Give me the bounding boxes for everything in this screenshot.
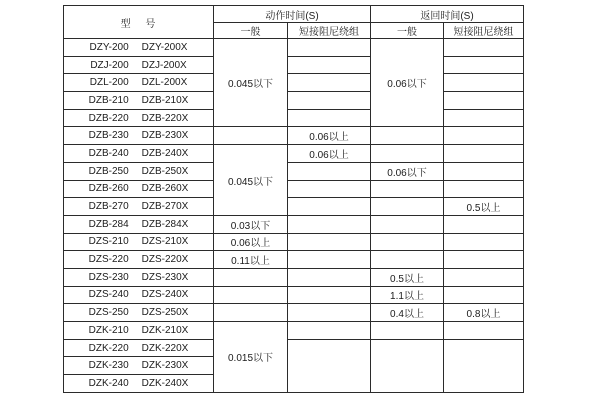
- header-return-damping: 短接阻尼绕组: [444, 23, 524, 39]
- cell-ret-gen: [371, 198, 444, 216]
- cell-ret-damp: [444, 268, 524, 286]
- cell-act-gen: 0.015以下: [214, 322, 288, 393]
- model-variant: DZB-220X: [141, 112, 189, 124]
- model-base: DZB-240: [88, 147, 129, 159]
- model-variant: DZS-210X: [141, 236, 189, 248]
- model-base: DZK-220: [88, 342, 129, 354]
- model-base: DZS-250: [88, 307, 129, 319]
- table-row: [64, 145, 524, 163]
- table-row: [64, 233, 524, 251]
- cell-ret-gen: [371, 233, 444, 251]
- model-cell: [64, 145, 214, 163]
- model-base: DZS-210: [88, 236, 129, 248]
- model-variant: DZB-284X: [141, 218, 189, 230]
- header-action-general: 一般: [214, 23, 288, 39]
- table-row: [64, 162, 524, 180]
- cell-act-damp: [288, 162, 371, 180]
- model-cell: [64, 215, 214, 233]
- cell-act-damp: 0.06以上: [288, 127, 371, 145]
- model-cell: [64, 251, 214, 269]
- model-base: DZB-260: [88, 183, 129, 195]
- cell-ret-damp: [444, 56, 524, 74]
- model-base: DZK-230: [88, 360, 129, 372]
- header-action-damping: 短接阻尼绕组: [288, 23, 371, 39]
- model-base: DZY-200: [89, 41, 129, 53]
- spec-table: [63, 5, 524, 393]
- cell-ret-damp: [444, 180, 524, 198]
- cell-act-damp: [288, 74, 371, 92]
- model-variant: DZB-270X: [141, 201, 189, 213]
- model-base: DZB-220: [88, 112, 129, 124]
- table-row: [64, 92, 524, 110]
- cell-ret-damp: [444, 162, 524, 180]
- model-variant: DZB-260X: [141, 183, 189, 195]
- model-cell: [64, 74, 214, 92]
- cell-ret-gen: [371, 127, 444, 145]
- cell-ret-gen: 1.1以上: [371, 286, 444, 304]
- cell-act-damp: [288, 251, 371, 269]
- model-cell: [64, 375, 214, 393]
- cell-act-gen: [214, 304, 288, 322]
- model-cell: [64, 357, 214, 375]
- table-row: [64, 339, 524, 357]
- cell-act-damp: 0.06以上: [288, 145, 371, 163]
- cell-ret-damp: [444, 39, 524, 57]
- cell-ret-damp: [444, 233, 524, 251]
- cell-ret-gen: 0.06以下: [371, 39, 444, 127]
- table-row: [64, 215, 524, 233]
- model-base: DZK-210: [88, 324, 129, 336]
- cell-act-damp: [288, 304, 371, 322]
- cell-ret-damp: [444, 109, 524, 127]
- cell-ret-gen: [371, 215, 444, 233]
- model-cell: [64, 198, 214, 216]
- model-variant: DZS-230X: [141, 271, 189, 283]
- cell-act-gen: 0.11以上: [214, 251, 288, 269]
- model-base: DZB-210: [88, 94, 129, 106]
- table-row: [64, 286, 524, 304]
- table-header: [64, 6, 524, 39]
- model-variant: DZJ-200X: [141, 59, 187, 71]
- cell-act-damp: [288, 268, 371, 286]
- cell-act-damp: [288, 109, 371, 127]
- cell-ret-damp: [444, 127, 524, 145]
- cell-act-gen: [214, 127, 288, 145]
- table-row: [64, 74, 524, 92]
- model-cell: [64, 127, 214, 145]
- model-base: DZB-250: [88, 165, 129, 177]
- model-variant: DZS-250X: [141, 307, 189, 319]
- model-base: DZB-284: [88, 218, 129, 230]
- model-variant: DZB-210X: [141, 94, 189, 106]
- model-cell: [64, 92, 214, 110]
- cell-ret-damp: [444, 286, 524, 304]
- cell-ret-gen: [371, 180, 444, 198]
- table-row: [64, 180, 524, 198]
- model-variant: DZS-240X: [141, 289, 189, 301]
- cell-act-damp: [288, 92, 371, 110]
- cell-ret-gen: [371, 339, 444, 392]
- table-row: [64, 322, 524, 340]
- model-cell: [64, 268, 214, 286]
- header-action-time: 动作时间(S): [214, 6, 371, 23]
- model-cell: [64, 339, 214, 357]
- cell-ret-gen: 0.06以下: [371, 162, 444, 180]
- table-row: [64, 251, 524, 269]
- cell-ret-damp: [444, 74, 524, 92]
- table-body: [64, 39, 524, 393]
- cell-act-damp: [288, 180, 371, 198]
- model-cell: [64, 233, 214, 251]
- model-variant: DZK-240X: [141, 377, 189, 389]
- model-cell: [64, 56, 214, 74]
- cell-act-gen: [214, 286, 288, 304]
- cell-ret-gen: 0.4以上: [371, 304, 444, 322]
- cell-act-gen: 0.03以下: [214, 215, 288, 233]
- table-row: [64, 56, 524, 74]
- cell-ret-damp: [444, 322, 524, 340]
- model-variant: DZB-230X: [141, 130, 189, 142]
- model-base: DZS-230: [88, 271, 129, 283]
- cell-act-damp: [288, 322, 371, 340]
- model-variant: DZB-240X: [141, 147, 189, 159]
- model-base: DZS-220: [88, 254, 129, 266]
- model-base: DZB-270: [88, 201, 129, 213]
- model-cell: [64, 304, 214, 322]
- cell-ret-damp: [444, 92, 524, 110]
- cell-ret-damp: [444, 339, 524, 392]
- model-base: DZL-200: [89, 77, 129, 89]
- spec-table-container: [63, 5, 524, 393]
- table-row: [64, 198, 524, 216]
- cell-ret-gen: 0.5以上: [371, 268, 444, 286]
- table-row: [64, 268, 524, 286]
- cell-ret-damp: 0.8以上: [444, 304, 524, 322]
- model-base: DZS-240: [88, 289, 129, 301]
- table-row: [64, 127, 524, 145]
- cell-act-damp: [288, 56, 371, 74]
- model-variant: DZK-220X: [141, 342, 189, 354]
- header-return-time: 返回时间(S): [371, 6, 524, 23]
- model-variant: DZY-200X: [141, 41, 188, 53]
- cell-ret-gen: [371, 251, 444, 269]
- model-variant: DZS-220X: [141, 254, 189, 266]
- cell-act-gen: [214, 268, 288, 286]
- cell-act-damp: [288, 198, 371, 216]
- cell-act-gen: 0.045以下: [214, 39, 288, 127]
- cell-act-damp: [288, 39, 371, 57]
- model-base: DZB-230: [88, 130, 129, 142]
- model-cell: [64, 109, 214, 127]
- cell-ret-damp: [444, 145, 524, 163]
- model-cell: [64, 162, 214, 180]
- model-cell: [64, 180, 214, 198]
- model-variant: DZL-200X: [141, 77, 188, 89]
- header-model: 型 号: [64, 6, 214, 39]
- model-variant: DZK-210X: [141, 324, 189, 336]
- model-cell: [64, 39, 214, 57]
- model-base: DZJ-200: [90, 59, 129, 71]
- cell-ret-damp: [444, 215, 524, 233]
- cell-act-gen: 0.06以上: [214, 233, 288, 251]
- table-row: [64, 109, 524, 127]
- cell-ret-damp: [444, 251, 524, 269]
- model-cell: [64, 286, 214, 304]
- cell-ret-damp: 0.5以上: [444, 198, 524, 216]
- model-base: DZK-240: [88, 377, 129, 389]
- model-variant: DZK-230X: [141, 360, 189, 372]
- cell-ret-gen: [371, 145, 444, 163]
- cell-ret-gen: [371, 322, 444, 340]
- header-row-1: [64, 6, 524, 23]
- cell-act-damp: [288, 286, 371, 304]
- cell-act-damp: [288, 339, 371, 392]
- cell-act-damp: [288, 233, 371, 251]
- header-return-general: 一般: [371, 23, 444, 39]
- model-variant: DZB-250X: [141, 165, 189, 177]
- model-cell: [64, 322, 214, 340]
- cell-act-gen: 0.045以下: [214, 145, 288, 216]
- table-row: [64, 304, 524, 322]
- table-row: [64, 39, 524, 57]
- cell-act-damp: [288, 215, 371, 233]
